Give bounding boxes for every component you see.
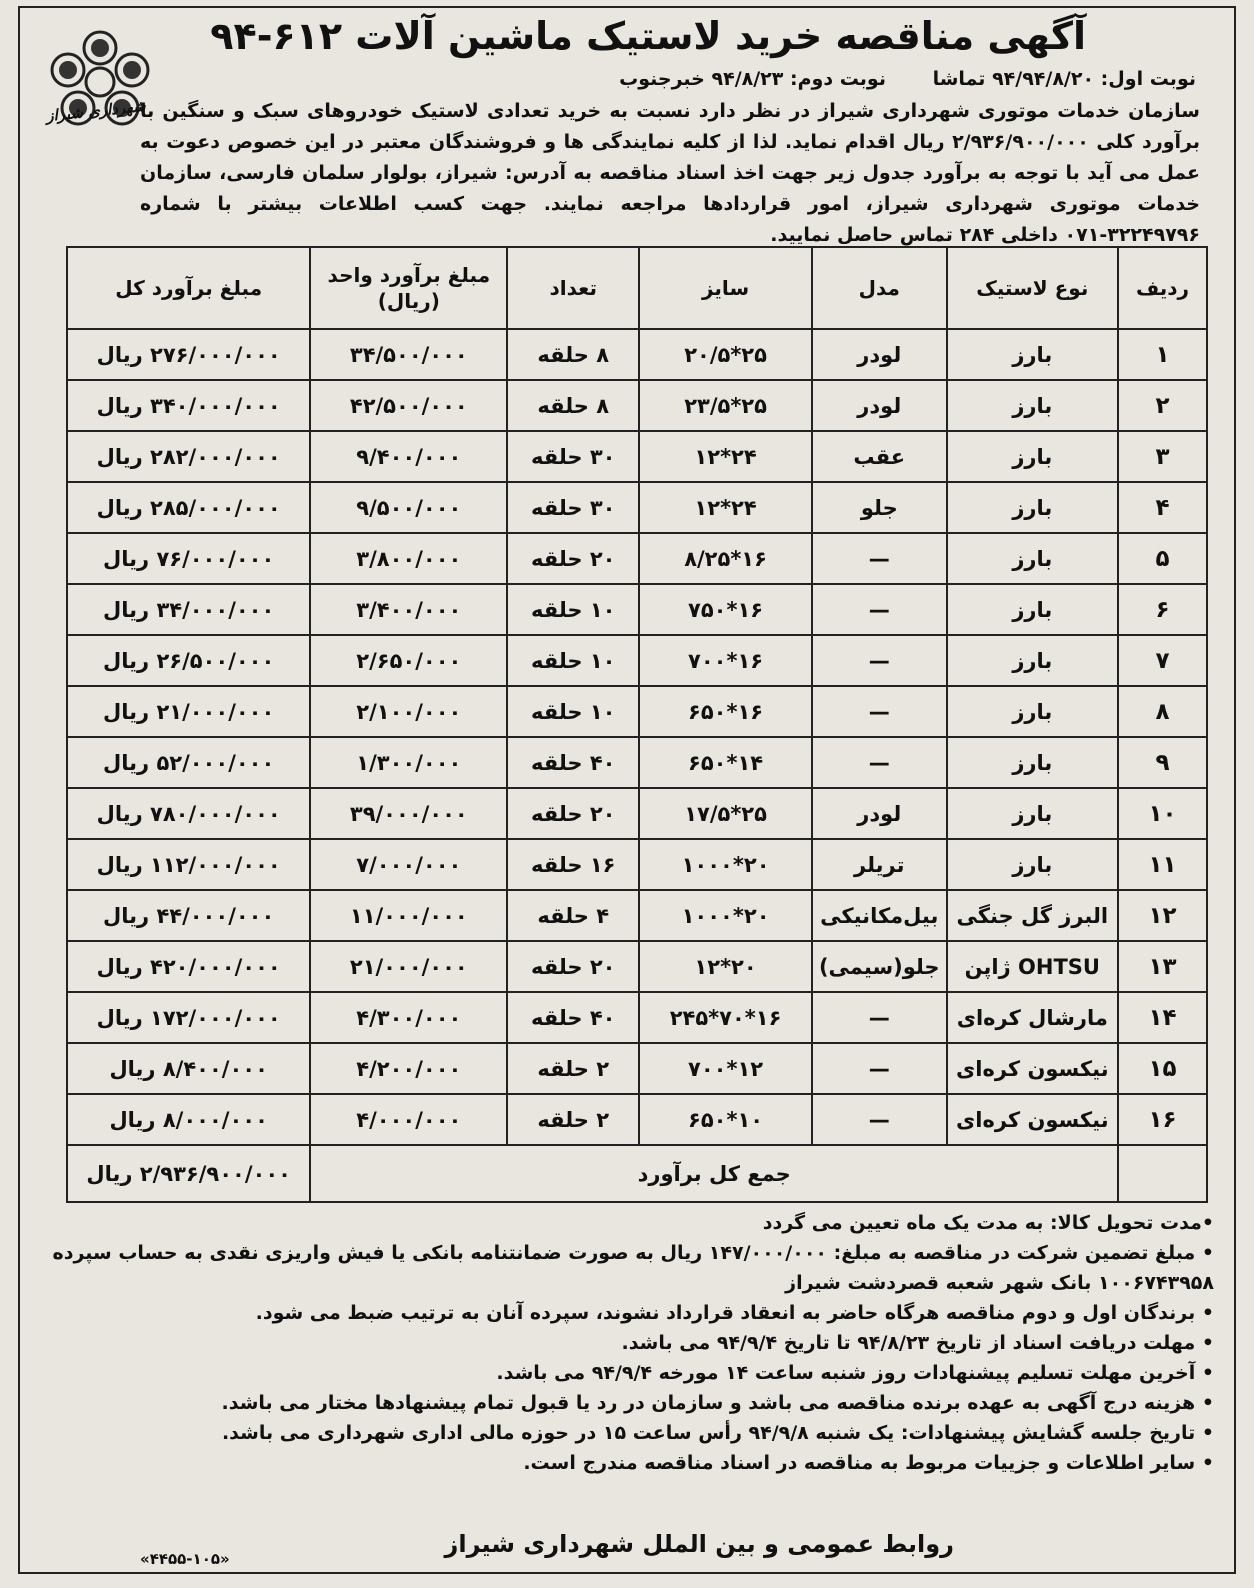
cell-unit-price: ۷/۰۰۰/۰۰۰ — [310, 839, 507, 890]
cell-quantity: ۴۰ حلقه — [507, 737, 639, 788]
cell-size: ۱۶*۷۰۰ — [639, 635, 812, 686]
note-guarantee: • مبلغ تضمین شرکت در مناقصه به مبلغ: ۱۴۷/۰۰۰/۰۰۰ ریال به صورت ضمانتنامه بانکی یا فیش واریزی نقدی به حساب سپرده ۱۰۰۶۷۴۳۹۵۸ بانک شهر شعبه قصردشت شیراز — [52, 1242, 1214, 1294]
cell-size: ۱۶*۷۰*۲۴۵ — [639, 992, 812, 1043]
cell-tire-type: بارز — [947, 737, 1118, 788]
cell-tire-type: بارز — [947, 686, 1118, 737]
cell-tire-type: بارز — [947, 533, 1118, 584]
second-round-date: نوبت دوم: ۹۴/۸/۲۳ خبرجنوب — [619, 68, 886, 90]
cell-quantity: ۱۰ حلقه — [507, 686, 639, 737]
table-row — [67, 839, 1207, 890]
cell-row-no: ۴ — [1118, 482, 1207, 533]
table-row — [67, 890, 1207, 941]
cell-row-no: ۱۳ — [1118, 941, 1207, 992]
cell-total-price: ۴۴/۰۰۰/۰۰۰ ریال — [67, 890, 310, 941]
cell-row-no: ۱۲ — [1118, 890, 1207, 941]
publication-dates — [579, 68, 1196, 90]
cell-model: — — [812, 533, 947, 584]
cell-quantity: ۲ حلقه — [507, 1094, 639, 1145]
table-row — [67, 1094, 1207, 1145]
cell-row-no: ۱۱ — [1118, 839, 1207, 890]
table-row — [67, 329, 1207, 380]
first-round-date: نوبت اول: ۹۴/۹۴/۸/۲۰ تماشا — [932, 68, 1196, 90]
cell-unit-price: ۱/۳۰۰/۰۰۰ — [310, 737, 507, 788]
cell-tire-type: نیکسون کره‌ای — [947, 1043, 1118, 1094]
cell-model: — — [812, 1043, 947, 1094]
cell-size: ۱۴*۶۵۰ — [639, 737, 812, 788]
cell-size: ۲۴*۱۲ — [639, 482, 812, 533]
cell-row-no: ۵ — [1118, 533, 1207, 584]
cell-unit-price: ۹/۵۰۰/۰۰۰ — [310, 482, 507, 533]
table-row — [67, 635, 1207, 686]
total-value: ۲/۹۳۶/۹۰۰/۰۰۰ ریال — [67, 1145, 310, 1202]
cell-total-price: ۱۱۲/۰۰۰/۰۰۰ ریال — [67, 839, 310, 890]
cell-model: لودر — [812, 329, 947, 380]
note-opening-session: • تاریخ جلسه گشایش پیشنهادات: یک شنبه ۹۴/۹/۸ رأس ساعت ۱۵ در حوزه مالی اداری شهرداری می باشد. — [221, 1422, 1214, 1444]
cell-quantity: ۸ حلقه — [507, 380, 639, 431]
cell-model: — — [812, 635, 947, 686]
table-row — [67, 737, 1207, 788]
cell-size: ۲۰*۱۰۰۰ — [639, 839, 812, 890]
cell-tire-type: البرز گل جنگی — [947, 890, 1118, 941]
logo-caption: شهرداری شیراز — [45, 96, 147, 126]
cell-row-no: ۱۵ — [1118, 1043, 1207, 1094]
cell-row-no: ۸ — [1118, 686, 1207, 737]
cell-tire-type: بارز — [947, 482, 1118, 533]
cell-tire-type: بارز — [947, 839, 1118, 890]
cell-tire-type: مارشال کره‌ای — [947, 992, 1118, 1043]
col-header-model: مدل — [812, 247, 947, 329]
cell-total-price: ۷۶/۰۰۰/۰۰۰ ریال — [67, 533, 310, 584]
cell-quantity: ۲۰ حلقه — [507, 533, 639, 584]
cell-unit-price: ۲/۱۰۰/۰۰۰ — [310, 686, 507, 737]
note-delivery: •مدت تحویل کالا: به مدت یک ماه تعیین می گردد — [762, 1212, 1214, 1234]
cell-size: ۱۲*۷۰۰ — [639, 1043, 812, 1094]
table-row — [67, 992, 1207, 1043]
cell-tire-type: OHTSU ژاپن — [947, 941, 1118, 992]
cell-tire-type: نیکسون کره‌ای — [947, 1094, 1118, 1145]
cell-total-price: ۱۷۲/۰۰۰/۰۰۰ ریال — [67, 992, 310, 1043]
cell-unit-price: ۴۲/۵۰۰/۰۰۰ — [310, 380, 507, 431]
note-winners: • برندگان اول و دوم مناقصه هرگاه حاضر به انعقاد قرارداد نشوند، سپرده آنان به ترتیب ضبط می شود. — [255, 1302, 1214, 1324]
cell-model: بیل‌مکانیکی — [812, 890, 947, 941]
cell-unit-price: ۳/۴۰۰/۰۰۰ — [310, 584, 507, 635]
cell-tire-type: بارز — [947, 431, 1118, 482]
cell-unit-price: ۹/۴۰۰/۰۰۰ — [310, 431, 507, 482]
table-row — [67, 482, 1207, 533]
cell-size: ۱۶*۷۵۰ — [639, 584, 812, 635]
cell-size: ۱۰*۶۵۰ — [639, 1094, 812, 1145]
page-title: آگهی مناقصه خرید لاستیک ماشین آلات ۶۱۲-۹۴ — [210, 14, 1086, 58]
cell-quantity: ۲۰ حلقه — [507, 788, 639, 839]
cell-row-no: ۷ — [1118, 635, 1207, 686]
note-ad-cost: • هزینه درج آگهی به عهده برنده مناقصه می باشد و سازمان در رد یا قبول تمام پیشنهادها مختار می باشد. — [221, 1392, 1214, 1414]
cell-tire-type: بارز — [947, 329, 1118, 380]
cell-total-price: ۲۸۵/۰۰۰/۰۰۰ ریال — [67, 482, 310, 533]
cell-quantity: ۸ حلقه — [507, 329, 639, 380]
cell-size: ۲۵*۱۷/۵ — [639, 788, 812, 839]
cell-size: ۲۵*۲۳/۵ — [639, 380, 812, 431]
cell-tire-type: بارز — [947, 380, 1118, 431]
cell-model: عقب — [812, 431, 947, 482]
cell-quantity: ۱۰ حلقه — [507, 635, 639, 686]
cell-size: ۲۵*۲۰/۵ — [639, 329, 812, 380]
cell-total-price: ۲۷۶/۰۰۰/۰۰۰ ریال — [67, 329, 310, 380]
cell-model: — — [812, 737, 947, 788]
col-header-unit-price: مبلغ برآورد واحد (ریال) — [310, 247, 507, 329]
cell-tire-type: بارز — [947, 635, 1118, 686]
cell-quantity: ۳۰ حلقه — [507, 431, 639, 482]
table-row — [67, 584, 1207, 635]
cell-total-price: ۵۲/۰۰۰/۰۰۰ ریال — [67, 737, 310, 788]
cell-model: لودر — [812, 788, 947, 839]
cell-unit-price: ۲/۶۵۰/۰۰۰ — [310, 635, 507, 686]
cell-unit-price: ۴/۳۰۰/۰۰۰ — [310, 992, 507, 1043]
table-row — [67, 941, 1207, 992]
cell-unit-price: ۲۱/۰۰۰/۰۰۰ — [310, 941, 507, 992]
cell-row-no: ۹ — [1118, 737, 1207, 788]
cell-model: جلو — [812, 482, 947, 533]
cell-row-no: ۶ — [1118, 584, 1207, 635]
cell-total-price: ۲۱/۰۰۰/۰۰۰ ریال — [67, 686, 310, 737]
cell-row-no: ۱۶ — [1118, 1094, 1207, 1145]
cell-model: لودر — [812, 380, 947, 431]
cell-size: ۲۴*۱۲ — [639, 431, 812, 482]
cell-unit-price: ۴/۲۰۰/۰۰۰ — [310, 1043, 507, 1094]
cell-row-no: ۱۰ — [1118, 788, 1207, 839]
cell-total-price: ۴۲۰/۰۰۰/۰۰۰ ریال — [67, 941, 310, 992]
table-row — [67, 686, 1207, 737]
cell-quantity: ۴ حلقه — [507, 890, 639, 941]
col-header-size: سایز — [639, 247, 812, 329]
cell-quantity: ۲ حلقه — [507, 1043, 639, 1094]
table-row — [67, 788, 1207, 839]
intro-paragraph: سازمان خدمات موتوری شهرداری شیراز در نظر دارد نسبت به خرید تعدادی لاستیک خودروهای سبک و سنگین با برآورد کلی ۲/۹۳۶/۹۰۰/۰۰۰ ریال اقدام نماید. لذا از کلیه نمایندگی ها و فروشندگان معتبر در این خصوص دعوت به عمل می آید با توجه به برآورد جدول زیر جهت اخذ اسناد مناقصه به آدرس: شیراز، بولوار سلمان فارسی، سازمان خدمات موتوری شهرداری شیراز، امور قراردادها مراجعه نمایند. جهت کسب اطلاعات بیشتر با شماره ۳۲۲۴۹۷۹۶-۰۷۱ داخلی ۲۸۴ تماس حاصل نمایید. — [140, 100, 1200, 246]
table-row — [67, 1043, 1207, 1094]
cell-total-price: ۸/۰۰۰/۰۰۰ ریال — [67, 1094, 310, 1145]
table-row — [67, 533, 1207, 584]
cell-quantity: ۱۰ حلقه — [507, 584, 639, 635]
cell-size: ۲۰*۱۰۰۰ — [639, 890, 812, 941]
cell-total-price: ۲۶/۵۰۰/۰۰۰ ریال — [67, 635, 310, 686]
cell-model: — — [812, 1094, 947, 1145]
cell-model: تریلر — [812, 839, 947, 890]
cell-size: ۲۰*۱۲ — [639, 941, 812, 992]
total-row — [67, 1145, 1207, 1202]
cell-size: ۱۶*۶۵۰ — [639, 686, 812, 737]
cell-model: — — [812, 584, 947, 635]
cell-model: — — [812, 686, 947, 737]
total-empty-cell — [1118, 1145, 1207, 1202]
cell-model: — — [812, 992, 947, 1043]
note-submission-deadline: • آخرین مهلت تسلیم پیشنهادات روز شنبه ساعت ۱۴ مورخه ۹۴/۹/۴ می باشد. — [496, 1362, 1214, 1384]
table-row — [67, 380, 1207, 431]
cell-row-no: ۳ — [1118, 431, 1207, 482]
cell-tire-type: بارز — [947, 584, 1118, 635]
cell-row-no: ۲ — [1118, 380, 1207, 431]
cell-unit-price: ۴/۰۰۰/۰۰۰ — [310, 1094, 507, 1145]
cell-row-no: ۱۴ — [1118, 992, 1207, 1043]
cell-size: ۱۶*۸/۲۵ — [639, 533, 812, 584]
header — [18, 6, 1236, 246]
cell-tire-type: بارز — [947, 788, 1118, 839]
col-header-total-price: مبلغ برآورد کل — [67, 247, 310, 329]
cell-unit-price: ۳۹/۰۰۰/۰۰۰ — [310, 788, 507, 839]
cell-model: جلو(سیمی) — [812, 941, 947, 992]
cell-unit-price: ۱۱/۰۰۰/۰۰۰ — [310, 890, 507, 941]
cell-quantity: ۱۶ حلقه — [507, 839, 639, 890]
conditions-list — [44, 1208, 1214, 1478]
cell-unit-price: ۳/۸۰۰/۰۰۰ — [310, 533, 507, 584]
tires-table — [66, 246, 1208, 1203]
col-header-tire-type: نوع لاستیک — [947, 247, 1118, 329]
total-label: جمع کل برآورد — [310, 1145, 1118, 1202]
note-document-deadline: • مهلت دریافت اسناد از تاریخ ۹۴/۸/۲۳ تا تاریخ ۹۴/۹/۴ می باشد. — [621, 1332, 1214, 1354]
cell-row-no: ۱ — [1118, 329, 1207, 380]
cell-total-price: ۸/۴۰۰/۰۰۰ ریال — [67, 1043, 310, 1094]
cell-total-price: ۳۴۰/۰۰۰/۰۰۰ ریال — [67, 380, 310, 431]
signature: روابط عمومی و بین الملل شهرداری شیراز — [444, 1530, 954, 1558]
cell-quantity: ۴۰ حلقه — [507, 992, 639, 1043]
cell-total-price: ۳۴/۰۰۰/۰۰۰ ریال — [67, 584, 310, 635]
table-header-row — [67, 247, 1207, 329]
note-other-info: • سایر اطلاعات و جزییات مربوط به مناقصه در اسناد مناقصه مندرج است. — [523, 1452, 1214, 1474]
col-header-row-no: ردیف — [1118, 247, 1207, 329]
cell-quantity: ۲۰ حلقه — [507, 941, 639, 992]
ad-code: «۴۴۵۵-۱۰۵» — [140, 1550, 230, 1568]
table-row — [67, 431, 1207, 482]
cell-unit-price: ۳۴/۵۰۰/۰۰۰ — [310, 329, 507, 380]
col-header-quantity: تعداد — [507, 247, 639, 329]
cell-total-price: ۲۸۲/۰۰۰/۰۰۰ ریال — [67, 431, 310, 482]
cell-total-price: ۷۸۰/۰۰۰/۰۰۰ ریال — [67, 788, 310, 839]
cell-quantity: ۳۰ حلقه — [507, 482, 639, 533]
